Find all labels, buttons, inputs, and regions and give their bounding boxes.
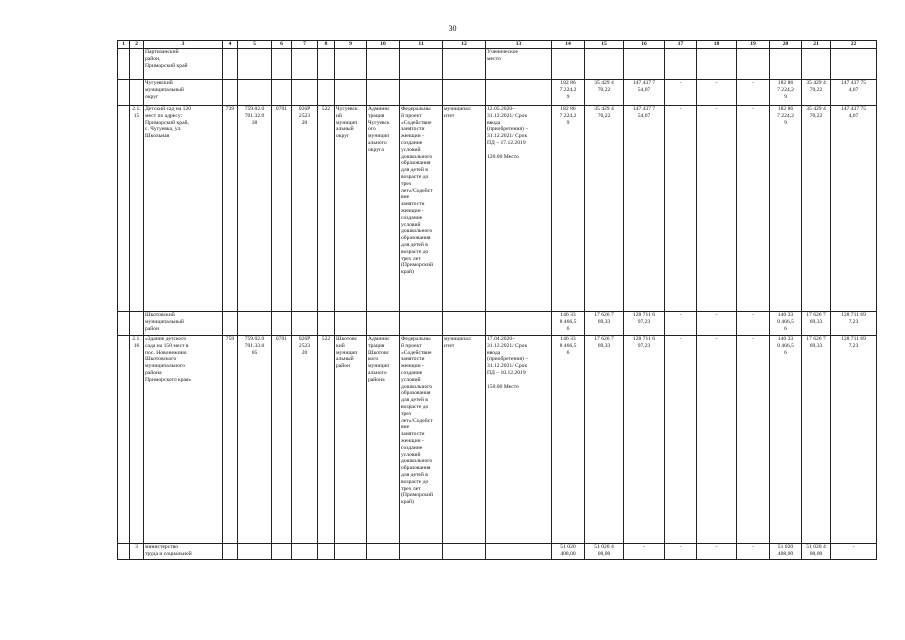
table-cell (272, 312, 292, 336)
header-cell: 5 (238, 41, 272, 49)
header-cell: 13 (486, 41, 552, 49)
amount-cell: 147 437 7 54,07 (624, 106, 665, 312)
header-cell: 16 (624, 41, 665, 49)
amount-cell: 182 86 7 224,2 9 (770, 80, 802, 106)
table-cell (486, 312, 552, 336)
table-cell (318, 49, 335, 80)
table-cell (335, 544, 367, 560)
table-cell (272, 49, 292, 80)
header-cell: 17 (665, 41, 697, 49)
amount-cell: 35 429 4 70,22 (585, 80, 624, 106)
table-cell (367, 312, 400, 336)
header-cell: 21 (802, 41, 831, 49)
amount-cell: - (697, 312, 737, 336)
table-cell (697, 49, 737, 80)
amount-cell: 17 626 7 69,33 (585, 336, 624, 544)
table-cell (223, 80, 238, 106)
amount-cell: 182 86 7 224,2 9 (552, 80, 585, 106)
table-cell (292, 49, 318, 80)
amount-cell: 146 33 8 466,5 6 (770, 312, 802, 336)
table-cell (238, 80, 272, 106)
amount-cell: - (665, 544, 697, 560)
object-name-cell: «Здание детского сада на 150 мест в пос. Новонежино Шкотовского муниципального района Приморского края» (144, 336, 223, 544)
code-cell: 759.02.0 701.32.0 38 (238, 106, 272, 312)
table-cell (486, 80, 552, 106)
amount-cell: - (665, 336, 697, 544)
table-cell (737, 49, 770, 80)
table-cell (400, 312, 443, 336)
header-cell: 11 (400, 41, 443, 49)
table-cell (238, 544, 272, 560)
amount-cell: 128 711 69 7,23 (831, 336, 877, 544)
table-cell (335, 80, 367, 106)
amount-cell: 35 429 4 70,22 (802, 80, 831, 106)
table-cell (443, 312, 486, 336)
code-cell: 0701 (272, 106, 292, 312)
amount-cell: 17 626 7 69,33 (585, 312, 624, 336)
item-number-cell: 3 (130, 544, 144, 560)
capacity-cell: Ученическое место (486, 49, 552, 80)
project-cell: Федеральны й проект «Содействие занятости женщин - создание условий дошкольного образования для детей в возрасте до трех лет»/Содейст вие занятости женщин - создание условий дошкольного образования для детей в возрасте до трех лет (Приморский край) (400, 106, 443, 312)
header-cell: 19 (737, 41, 770, 49)
table-cell (443, 49, 486, 80)
ownership-cell: муниципал итет (443, 106, 486, 312)
header-cell: 20 (770, 41, 802, 49)
amount-cell: - (697, 106, 737, 312)
amount-cell: - (697, 80, 737, 106)
amount-cell: 35 429 4 70,22 (585, 106, 624, 312)
table-cell (238, 49, 272, 80)
table-cell (770, 49, 802, 80)
amount-cell: - (624, 544, 665, 560)
table-cell (272, 80, 292, 106)
table-cell (665, 49, 697, 80)
table-row-3 (118, 544, 877, 560)
header-cell: 7 (292, 41, 318, 49)
table-cell (292, 544, 318, 560)
municipality-cell: Чугуевск ий муницип альный округ (335, 106, 367, 312)
ownership-cell: муниципал итет (443, 336, 486, 544)
table-row-partizansky (118, 49, 877, 80)
header-cell: 6 (272, 41, 292, 49)
header-cell: 22 (831, 41, 877, 49)
table-cell (318, 80, 335, 106)
terms-cell: 12.05.2020– 31.12.2021/ Срок ввода (приобретения) – 31.12.2021/ Срок ПД – 17.12.2019 120.00 Место (486, 106, 552, 312)
header-cell: 15 (585, 41, 624, 49)
amount-cell: 147 437 75 4,07 (831, 106, 877, 312)
table-row-shkotovsky-total (118, 312, 877, 336)
terms-cell: 17.04.2020– 31.12.2021/ Срок ввода (приобретения) – 31.12.2021/ Срок ПД – 10.12.2019 150.00 Место (486, 336, 552, 544)
column-number-header-row (118, 41, 877, 49)
code-cell: 026Р 2523 20 (292, 336, 318, 544)
amount-cell: 147 437 7 54,07 (624, 80, 665, 106)
table-cell (367, 544, 400, 560)
table-cell (223, 544, 238, 560)
amount-cell: 128 711 6 97,23 (624, 312, 665, 336)
table-cell (367, 49, 400, 80)
code-cell: 739 (223, 106, 238, 312)
table-cell (118, 106, 130, 312)
item-number-cell: 2.1. 16 (130, 336, 144, 544)
header-cell: 8 (318, 41, 335, 49)
table-cell (118, 80, 130, 106)
table-cell (552, 49, 585, 80)
table-cell (130, 49, 144, 80)
table-cell (118, 544, 130, 560)
page-number: 30 (448, 24, 457, 33)
header-cell: 4 (223, 41, 238, 49)
table-cell (400, 544, 443, 560)
table-cell (335, 312, 367, 336)
amount-cell: - (697, 336, 737, 544)
amount-cell: 146 33 8 466,5 6 (770, 336, 802, 544)
municipality-cell: Шкотовс кий муницип альный район (335, 336, 367, 544)
amount-cell: 182 86 7 224,2 9 (552, 106, 585, 312)
territory-name-cell: министерство труда и социальной (144, 544, 223, 560)
table-cell (223, 312, 238, 336)
table-cell (335, 49, 367, 80)
project-cell: Федеральны й проект «Содействие занятости женщин - создание условий дошкольного образования для детей в возрасте до трех лет»/Содейст вие занятости женщин - создание условий дошкольного образования для детей в возрасте до трех лет (Приморский край) (400, 336, 443, 544)
table-cell (118, 49, 130, 80)
code-cell: 026Р 2523 20 (292, 106, 318, 312)
amount-cell: 51 020 4 08,00 (585, 544, 624, 560)
table-row-2-1-16 (118, 336, 877, 544)
amount-cell: - (737, 80, 770, 106)
territory-name-cell: Шкотовский муниципальный район (144, 312, 223, 336)
item-number-cell: 2.1. 15 (130, 106, 144, 312)
amount-cell: - (737, 106, 770, 312)
amount-cell: 51 020 4 08,00 (802, 544, 831, 560)
table-cell (318, 544, 335, 560)
table-cell (292, 312, 318, 336)
amount-cell: - (737, 336, 770, 544)
amount-cell: 147 437 75 4,07 (831, 80, 877, 106)
amount-cell: 182 86 7 224,2 9 (770, 106, 802, 312)
table-cell (118, 336, 130, 544)
object-name-cell: Детский сад на 120 мест по адресу: Приморский край, с. Чугуевка, ул. Школьная (144, 106, 223, 312)
table-cell (400, 80, 443, 106)
territory-name-cell: Партизанский район, Приморский край (144, 49, 223, 80)
table-cell (443, 80, 486, 106)
table-cell (223, 49, 238, 80)
amount-cell: 128 711 6 97,23 (624, 336, 665, 544)
table-row-chuguevsky-total (118, 80, 877, 106)
code-cell: 522 (318, 106, 335, 312)
territory-name-cell: Чугуевский муниципальный округ (144, 80, 223, 106)
amount-cell: 17 626 7 69,33 (802, 336, 831, 544)
table-cell (400, 49, 443, 80)
header-cell: 12 (443, 41, 486, 49)
amount-cell: 35 429 4 70,22 (802, 106, 831, 312)
customer-cell: Админис трация Шкотовс кого муницип ального района (367, 336, 400, 544)
customer-cell: Админис трация Чугуевск ого муницип ального округа (367, 106, 400, 312)
code-cell: 522 (318, 336, 335, 544)
amount-cell: - (737, 312, 770, 336)
table-cell (238, 312, 272, 336)
table-cell (486, 544, 552, 560)
table-cell (367, 80, 400, 106)
table-cell (318, 312, 335, 336)
header-cell: 2 (130, 41, 144, 49)
amount-cell: - (665, 80, 697, 106)
amount-cell: 17 626 7 69,33 (802, 312, 831, 336)
table-cell (585, 49, 624, 80)
code-cell: 759.02.0 701.33.0 05 (238, 336, 272, 544)
amount-cell: 128 711 69 7,23 (831, 312, 877, 336)
table-cell (624, 49, 665, 80)
table-row-2-1-15 (118, 106, 877, 312)
header-cell: 1 (118, 41, 130, 49)
header-cell: 9 (335, 41, 367, 49)
table-cell (130, 312, 144, 336)
table-cell (118, 312, 130, 336)
amount-cell: - (737, 544, 770, 560)
amount-cell: - (665, 106, 697, 312)
header-cell: 18 (697, 41, 737, 49)
table-cell (272, 544, 292, 560)
amount-cell: - (831, 544, 877, 560)
amount-cell: 146 33 8 466,5 6 (552, 312, 585, 336)
code-cell: 759 (223, 336, 238, 544)
table-cell (292, 80, 318, 106)
amount-cell: 51 020 408,00 (770, 544, 802, 560)
header-cell: 14 (552, 41, 585, 49)
header-cell: 3 (144, 41, 223, 49)
header-cell: 10 (367, 41, 400, 49)
table-cell (831, 49, 877, 80)
amount-cell: - (697, 544, 737, 560)
code-cell: 0701 (272, 336, 292, 544)
table-cell (802, 49, 831, 80)
amount-cell: - (665, 312, 697, 336)
table-cell (443, 544, 486, 560)
budget-table (117, 40, 877, 560)
amount-cell: 146 33 8 466,5 6 (552, 336, 585, 544)
amount-cell: 51 020 408,00 (552, 544, 585, 560)
table-cell (130, 80, 144, 106)
